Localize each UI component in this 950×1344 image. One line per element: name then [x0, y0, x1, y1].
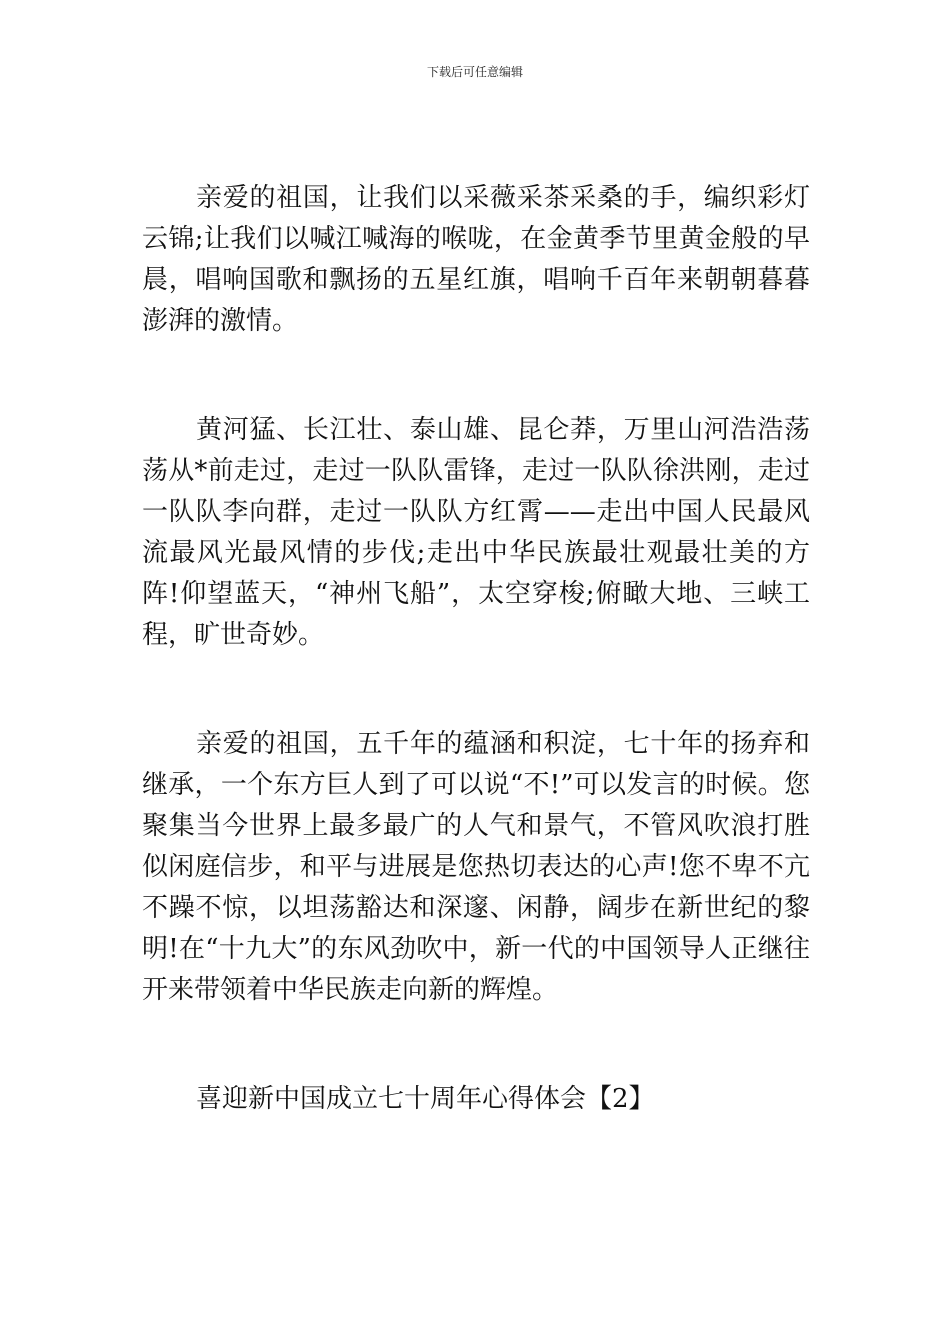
paragraph-1: 亲爱的祖国，让我们以采薇采茶采桑的手，编织彩灯云锦;让我们以喊江喊海的喉咙，在金黄季节里黄金般的早晨，唱响国歌和飘扬的五星红旗，唱响千百年来朝朝暮暮澎湃的激情。: [142, 183, 810, 336]
paragraph-2: 黄河猛、长江壮、泰山雄、昆仑莽，万里山河浩浩荡荡从*前走过，走过一队队雷锋，走过一队队徐洪刚，走过一队队李向群，走过一队队方红霄——走出中国人民最风流最风光最风情的步伐;走出中华民族最壮观最壮美的方阵!仰望蓝天，“神州飞船”，太空穿梭;俯瞰大地、三峡工程，旷世奇妙。: [142, 415, 810, 650]
page-header: 下载后可任意编辑: [426, 65, 523, 79]
document-body: [142, 178, 810, 1120]
paragraph-3: 亲爱的祖国，五千年的蕴涵和积淀，七十年的扬弃和继承，一个东方巨人到了可以说“不!”可以发言的时候。您聚集当今世界上最多最广的人气和景气，不管风吹浪打胜似闲庭信步，和平与进展是您热切表达的心声!您不卑不亢不躁不惊，以坦荡豁达和深邃、闲静，阔步在新世纪的黎明!在“十九大”的东风劲吹中，新一代的中国领导人正继往开来带领着中华民族走向新的辉煌。: [142, 729, 810, 1005]
section-heading: 喜迎新中国成立七十周年心得体会【2】: [196, 1084, 655, 1114]
